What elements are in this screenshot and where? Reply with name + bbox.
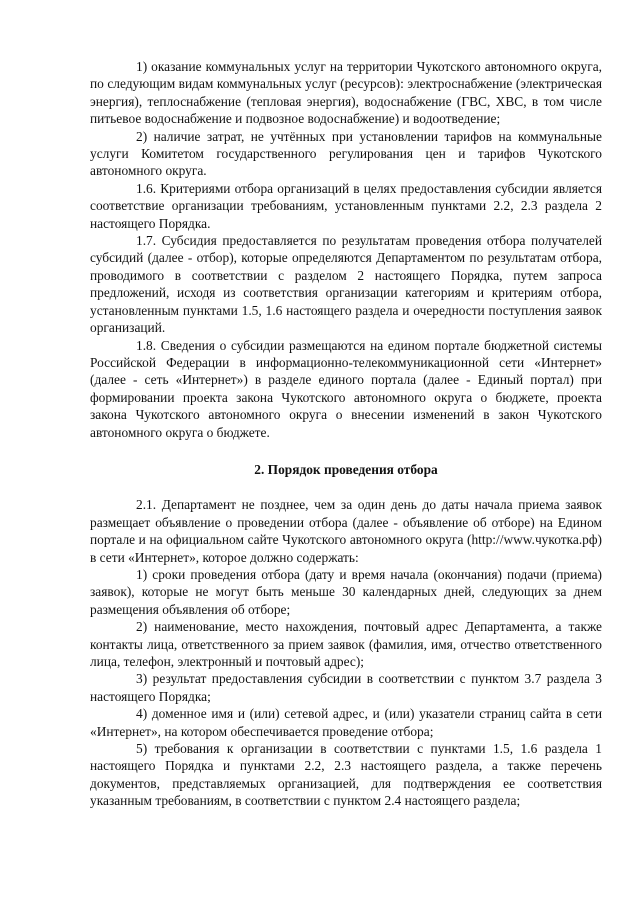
paragraph-2-1-item-1: 1) сроки проведения отбора (дату и время начала (окончания) подачи (приема) заявок), которые не могут быть меньше 30 календарных дней, следующих за днем размещения объявления об отборе; — [90, 566, 602, 617]
paragraph-2-1-item-5: 5) требования к организации в соответствии с пунктами 1.5, 1.6 раздела 1 настоящего Порядка и пунктами 2.2, 2.3 настоящего раздела, а также перечень документов, представляемых организацией, для подтверждения ее соответствия указанным требованиям, в соответствии с пунктом 2.4 настоящего раздела; — [90, 741, 602, 809]
document-page — [90, 58, 602, 810]
paragraph-1-item-1: 1) оказание коммунальных услуг на территории Чукотского автономного округа, по следующим видам коммунальных услуг (ресурсов): электроснабжение (электрическая энергия), теплоснабжение (тепловая энергия), водоснабжение (ГВС, ХВС, в том числе питьевое водоснабжение и подвозное водоснабжение) и водоотведение; — [90, 59, 602, 127]
paragraph-2-1: 2.1. Департамент не позднее, чем за один день до даты начала приема заявок размещает объявление о проведении отбора (далее - объявление об отборе) на Едином портале и на официальном сайте Чукотского автономного округа (http://www.чукотка.рф) в сети «Интернет», которое должно содержать: — [90, 497, 602, 565]
paragraph-1-8: 1.8. Сведения о субсидии размещаются на едином портале бюджетной системы Российской Федерации в информационно-телекоммуникационной сети «Интернет» (далее - сеть «Интернет») в разделе единого портала (далее - Единый портал) при формировании проекта закона Чукотского автономного округа о бюджете, проекта закона Чукотского автономного округа о внесении изменений в закон Чукотского автономного округа о бюджете. — [90, 337, 602, 440]
paragraph-2-1-item-4: 4) доменное имя и (или) сетевой адрес, и (или) указатели страниц сайта в сети «Интернет», на котором обеспечивается проведение отбора; — [90, 706, 602, 739]
paragraph-1-6: 1.6. Критериями отбора организаций в целях предоставления субсидии является соответствие организации требованиям, установленным пунктами 2.2, 2.3 раздела 2 настоящего Порядка. — [90, 180, 602, 231]
paragraph-1-7: 1.7. Субсидия предоставляется по результатам проведения отбора получателей субсидий (далее - отбор), которые определяются Департаментом по результатам отбора, проводимого в соответствии с разделом 2 настоящего Порядка, путем запроса предложений, исходя из соответствия организации категориям и критериям отбора, установленным пунктами 1.5, 1.6 настоящего раздела и очередности поступления заявок организаций. — [90, 233, 602, 336]
paragraph-2-1-item-2: 2) наименование, место нахождения, почтовый адрес Департамента, а также контакты лица, ответственного за прием заявок (фамилия, имя, отчество ответственного лица, телефон, электронный и почтовый адрес); — [90, 619, 602, 669]
section-heading: 2. Порядок проведения отбора — [254, 461, 438, 477]
paragraph-2-1-item-3: 3) результат предоставления субсидии в соответствии с пунктом 3.7 раздела 3 настоящего Порядка; — [90, 671, 602, 704]
paragraph-1-item-2: 2) наличие затрат, не учтённых при установлении тарифов на коммунальные услуги Комитетом государственного регулирования цен и тарифов Чукотского автономного округа. — [90, 128, 602, 179]
